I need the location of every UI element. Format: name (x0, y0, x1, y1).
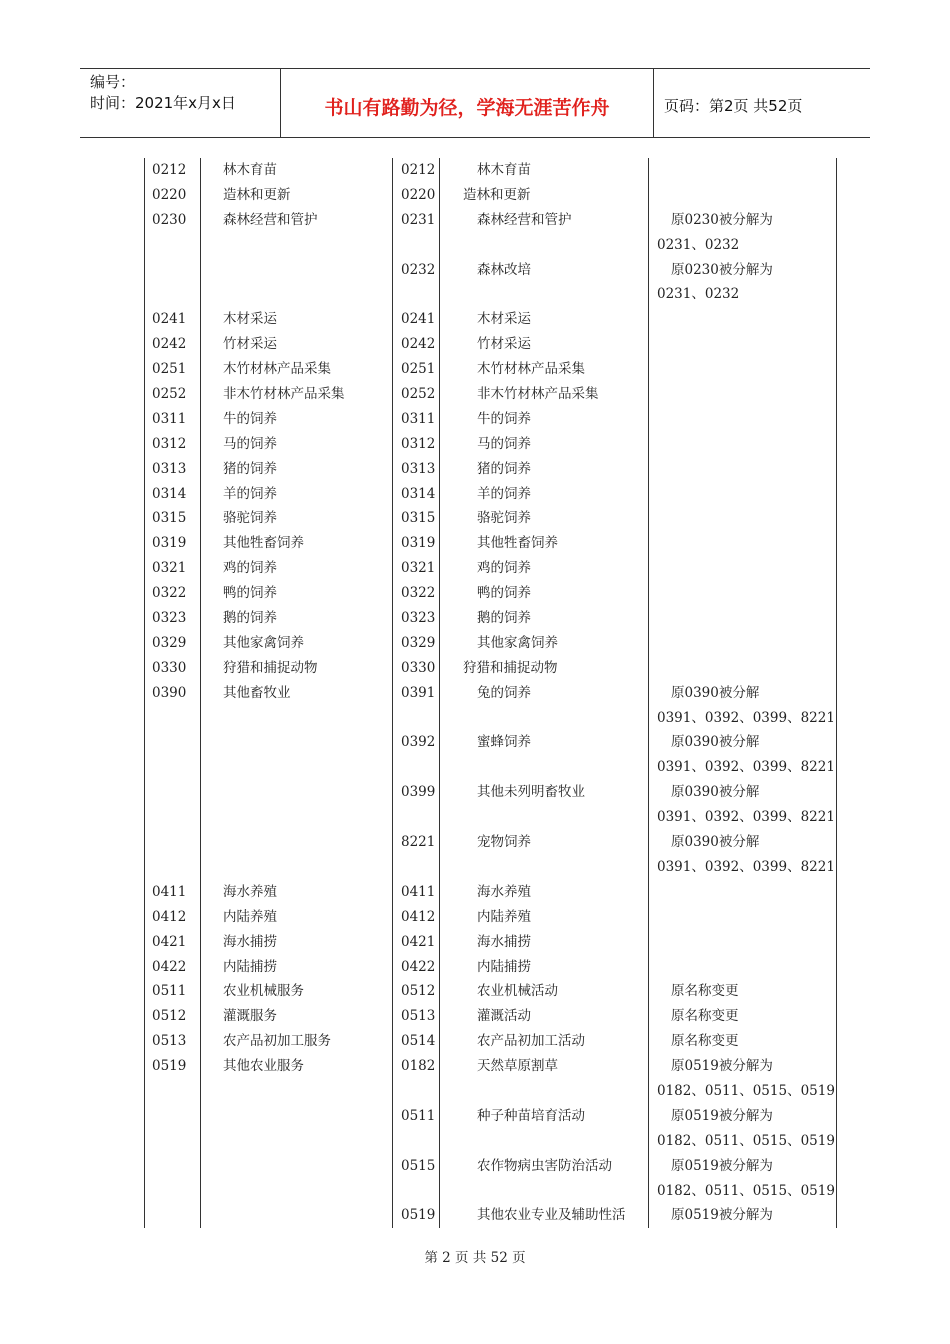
cell-new-name: 林木育苗 (477, 162, 531, 178)
table-row (0, 1029, 950, 1054)
cell-old-name: 其他家禽饲养 (223, 634, 304, 651)
cell-new-name: 灌溉活动 (477, 1008, 531, 1025)
cell-old-name: 羊的饲养 (223, 485, 277, 502)
cell-old-name: 其他牲畜饲养 (223, 535, 304, 552)
cell-new-code: 0252 (401, 386, 436, 403)
page-footer: 第 2 页 共 52 页 (424, 1250, 526, 1266)
cell-new-name: 农业机械活动 (477, 983, 558, 1000)
classification-table (0, 158, 950, 1228)
table-row (0, 457, 950, 482)
page-header (80, 68, 870, 138)
cell-old-name: 竹材采运 (223, 336, 277, 353)
cell-old-code: 0411 (152, 883, 187, 900)
cell-old-code: 0252 (152, 386, 187, 403)
cell-old-code: 0220 (152, 186, 187, 203)
cell-new-code: 0232 (401, 261, 436, 278)
cell-old-code: 0412 (152, 908, 187, 925)
cell-new-code: 0231 (401, 211, 436, 228)
cell-new-name: 内陆养殖 (477, 908, 531, 925)
cell-old-name: 森林经营和管护 (223, 211, 318, 228)
cell-note: 0182、0511、0515、0519 (657, 1082, 835, 1099)
cell-new-code: 0513 (401, 1008, 436, 1025)
cell-new-code: 0421 (401, 933, 436, 950)
table-row (0, 930, 950, 955)
cell-note: 原0519被分解为 (671, 1207, 773, 1224)
cell-new-code: 0212 (401, 162, 436, 178)
cell-old-code: 0329 (152, 634, 187, 651)
cell-old-name: 海水捕捞 (223, 933, 277, 950)
cell-new-code: 0322 (401, 585, 436, 602)
cell-note: 0391、0392、0399、8221 (657, 858, 835, 875)
cell-new-code: 0412 (401, 908, 436, 925)
header-page-number: 页码：第2页 共52页 (664, 96, 803, 115)
table-row (0, 556, 950, 581)
cell-old-name: 鸭的饲养 (223, 585, 277, 602)
cell-new-name: 宠物饲养 (477, 834, 531, 851)
table-row (0, 183, 950, 208)
cell-note: 原0390被分解 (671, 734, 760, 751)
cell-note: 0231、0232 (657, 286, 740, 303)
cell-note: 0231、0232 (657, 236, 740, 253)
cell-old-code: 0251 (152, 361, 187, 378)
cell-new-code: 0411 (401, 883, 436, 900)
cell-new-name: 鹅的饲养 (477, 610, 531, 627)
cell-new-code: 0241 (401, 311, 436, 328)
table-row (0, 855, 950, 880)
cell-old-name: 马的饲养 (223, 435, 277, 452)
cell-new-name: 农作物病虫害防治活动 (477, 1157, 612, 1174)
table-row (0, 581, 950, 606)
table-row (0, 606, 950, 631)
table-row (0, 805, 950, 830)
table-row (0, 258, 950, 283)
cell-old-name: 木材采运 (223, 311, 277, 328)
table-row (0, 979, 950, 1004)
table-row (0, 1054, 950, 1079)
table-row (0, 730, 950, 755)
cell-note: 原0519被分解为 (671, 1107, 773, 1124)
cell-note: 原0390被分解 (671, 684, 760, 701)
cell-new-name: 兔的饲养 (477, 684, 531, 701)
cell-new-code: 0182 (401, 1058, 436, 1075)
cell-old-name: 狩猎和捕捉动物 (223, 659, 318, 676)
cell-note: 0391、0392、0399、8221 (657, 759, 835, 776)
table-row (0, 531, 950, 556)
cell-note: 原名称变更 (671, 1008, 739, 1025)
cell-new-name: 蜜蜂饲养 (477, 734, 531, 751)
table-row (0, 681, 950, 706)
table-row (0, 1004, 950, 1029)
table-row (0, 233, 950, 258)
cell-old-code: 0230 (152, 211, 187, 228)
table-row (0, 432, 950, 457)
table-row (0, 382, 950, 407)
cell-old-name: 其他畜牧业 (223, 684, 291, 701)
cell-note: 原0230被分解为 (671, 211, 773, 228)
cell-old-code: 0321 (152, 560, 187, 577)
table-row (0, 158, 950, 183)
table-row (0, 407, 950, 432)
cell-old-code: 0323 (152, 610, 187, 627)
cell-old-code: 0512 (152, 1008, 187, 1025)
cell-note: 原名称变更 (671, 1033, 739, 1050)
cell-new-code: 0399 (401, 784, 436, 801)
cell-note: 原0390被分解 (671, 834, 760, 851)
cell-new-name: 骆驼饲养 (477, 510, 531, 527)
cell-new-code: 0329 (401, 634, 436, 651)
cell-new-code: 0315 (401, 510, 436, 527)
cell-old-code: 0315 (152, 510, 187, 527)
cell-note: 0391、0392、0399、8221 (657, 709, 835, 726)
cell-new-code: 0321 (401, 560, 436, 577)
cell-new-code: 8221 (401, 834, 436, 851)
cell-new-code: 0312 (401, 435, 436, 452)
cell-new-name: 马的饲养 (477, 435, 531, 452)
cell-new-code: 0314 (401, 485, 436, 502)
cell-note: 原0519被分解为 (671, 1058, 773, 1075)
cell-new-name: 鸡的饲养 (477, 560, 531, 577)
header-motto: 书山有路勤为径，学海无涯苦作舟 (281, 69, 654, 137)
cell-new-name: 海水养殖 (477, 883, 531, 900)
table-row (0, 1179, 950, 1204)
cell-new-name: 狩猎和捕捉动物 (463, 659, 558, 676)
cell-new-code: 0391 (401, 684, 436, 701)
cell-new-name: 农产品初加工活动 (477, 1033, 585, 1050)
cell-old-name: 非木竹材林产品采集 (223, 386, 345, 403)
cell-new-name: 木材采运 (477, 311, 531, 328)
cell-new-name: 木竹材林产品采集 (477, 361, 585, 378)
cell-new-code: 0519 (401, 1207, 436, 1224)
cell-old-name: 猪的饲养 (223, 460, 277, 477)
table-row (0, 282, 950, 307)
cell-old-code: 0313 (152, 460, 187, 477)
cell-old-name: 农产品初加工服务 (223, 1033, 331, 1050)
cell-old-code: 0390 (152, 684, 187, 701)
cell-new-name: 牛的饲养 (477, 410, 531, 427)
cell-old-name: 木竹材林产品采集 (223, 361, 331, 378)
cell-new-name: 其他未列明畜牧业 (477, 784, 585, 801)
cell-new-name: 造林和更新 (463, 186, 531, 203)
cell-new-code: 0514 (401, 1033, 436, 1050)
cell-new-code: 0251 (401, 361, 436, 378)
header-info-cell (80, 69, 281, 137)
cell-old-name: 农业机械服务 (223, 983, 304, 1000)
table-row (0, 631, 950, 656)
cell-old-code: 0330 (152, 659, 187, 676)
cell-old-name: 鸡的饲养 (223, 560, 277, 577)
cell-note: 原名称变更 (671, 983, 739, 1000)
cell-new-code: 0392 (401, 734, 436, 751)
table-row (0, 482, 950, 507)
cell-new-name: 森林经营和管护 (477, 211, 572, 228)
cell-old-name: 林木育苗 (223, 162, 277, 178)
cell-old-code: 0421 (152, 933, 187, 950)
cell-new-name: 海水捕捞 (477, 933, 531, 950)
cell-new-name: 天然草原割草 (477, 1058, 558, 1075)
cell-old-code: 0311 (152, 410, 187, 427)
cell-old-name: 骆驼饲养 (223, 510, 277, 527)
cell-new-code: 0422 (401, 958, 436, 975)
table-row (0, 830, 950, 855)
table-row (0, 880, 950, 905)
cell-new-code: 0515 (401, 1157, 436, 1174)
cell-old-code: 0519 (152, 1058, 187, 1075)
cell-new-name: 森林改培 (477, 261, 531, 278)
cell-note: 0391、0392、0399、8221 (657, 809, 835, 826)
table-row (0, 656, 950, 681)
table-row (0, 755, 950, 780)
table-row (0, 1154, 950, 1179)
cell-new-name: 猪的饲养 (477, 460, 531, 477)
cell-new-name: 鸭的饲养 (477, 585, 531, 602)
table-row (0, 208, 950, 233)
table-row (0, 706, 950, 731)
cell-note: 原0230被分解为 (671, 261, 773, 278)
cell-new-code: 0313 (401, 460, 436, 477)
table-row (0, 905, 950, 930)
table-row (0, 1203, 950, 1228)
cell-old-name: 海水养殖 (223, 883, 277, 900)
cell-old-code: 0319 (152, 535, 187, 552)
cell-new-name: 非木竹材林产品采集 (477, 386, 599, 403)
cell-old-name: 灌溉服务 (223, 1008, 277, 1025)
table-row (0, 955, 950, 980)
cell-new-name: 竹材采运 (477, 336, 531, 353)
table-row (0, 1104, 950, 1129)
table-row (0, 1129, 950, 1154)
cell-note: 原0390被分解 (671, 784, 760, 801)
cell-new-code: 0323 (401, 610, 436, 627)
cell-new-code: 0512 (401, 983, 436, 1000)
document-date-label: 时间：2021年x月x日 (90, 94, 236, 112)
table-row (0, 506, 950, 531)
cell-new-name: 其他牲畜饲养 (477, 535, 558, 552)
cell-old-code: 0511 (152, 983, 187, 1000)
cell-new-name: 内陆捕捞 (477, 958, 531, 975)
cell-old-code: 0312 (152, 435, 187, 452)
table-row (0, 357, 950, 382)
cell-old-code: 0212 (152, 162, 187, 178)
cell-old-name: 内陆养殖 (223, 908, 277, 925)
table-row (0, 780, 950, 805)
cell-new-code: 0220 (401, 186, 436, 203)
cell-old-name: 内陆捕捞 (223, 958, 277, 975)
cell-old-code: 0242 (152, 336, 187, 353)
cell-old-code: 0422 (152, 958, 187, 975)
cell-old-name: 造林和更新 (223, 186, 291, 203)
cell-old-code: 0513 (152, 1033, 187, 1050)
cell-note: 0182、0511、0515、0519 (657, 1182, 835, 1199)
cell-new-code: 0242 (401, 336, 436, 353)
cell-new-code: 0330 (401, 659, 436, 676)
cell-old-code: 0322 (152, 585, 187, 602)
table-row (0, 1079, 950, 1104)
cell-old-name: 牛的饲养 (223, 410, 277, 427)
cell-old-name: 鹅的饲养 (223, 610, 277, 627)
document-number-label: 编号： (90, 73, 136, 91)
cell-new-code: 0311 (401, 410, 436, 427)
table-row (0, 307, 950, 332)
cell-new-name: 羊的饲养 (477, 485, 531, 502)
table-row (0, 332, 950, 357)
cell-new-name: 种子种苗培育活动 (477, 1107, 585, 1124)
cell-old-name: 其他农业服务 (223, 1058, 304, 1075)
cell-new-code: 0319 (401, 535, 436, 552)
cell-old-code: 0314 (152, 485, 187, 502)
cell-note: 原0519被分解为 (671, 1157, 773, 1174)
cell-new-code: 0511 (401, 1107, 436, 1124)
cell-new-name: 其他家禽饲养 (477, 634, 558, 651)
cell-new-name: 其他农业专业及辅助性活 (477, 1207, 626, 1224)
cell-old-code: 0241 (152, 311, 187, 328)
cell-note: 0182、0511、0515、0519 (657, 1132, 835, 1149)
